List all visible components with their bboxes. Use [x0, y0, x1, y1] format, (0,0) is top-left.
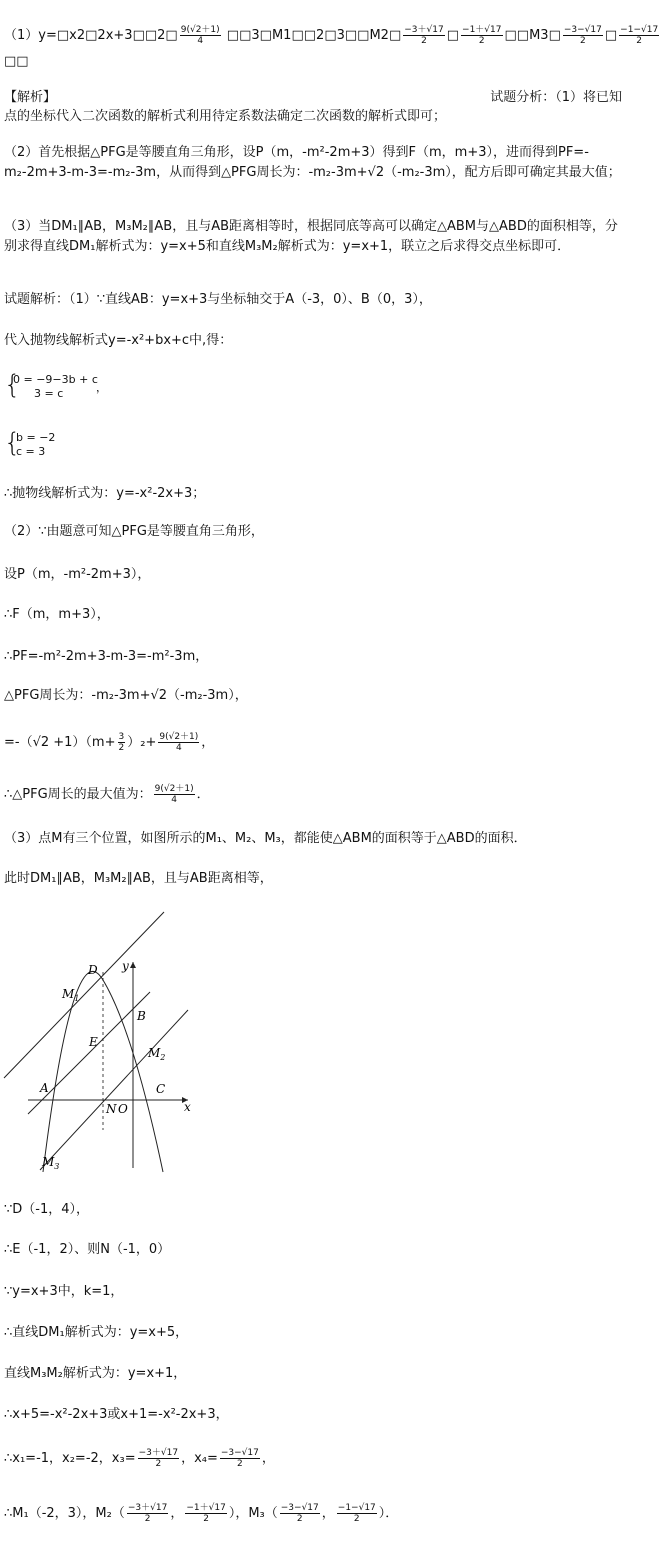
solution-s3: ∴抛物线解析式为：y=-x²-2x+3；	[4, 486, 206, 501]
label-o: O	[118, 1102, 128, 1116]
line-ab	[28, 992, 150, 1114]
answer-term-c: 2	[157, 28, 166, 43]
label-a: A	[40, 1081, 49, 1095]
geometry-figure	[0, 900, 200, 1180]
label-y: y	[122, 959, 129, 973]
line-m3m2	[40, 1010, 188, 1170]
solution-s16: ∴直线DM₁解析式为：y=x+5，	[4, 1325, 189, 1340]
solution-s17: 直线M₃M₂解析式为：y=x+1，	[4, 1366, 187, 1381]
s20-part-a: ∴M₁（-2，3），M₂（	[4, 1506, 125, 1521]
parabola	[43, 971, 166, 1172]
analysis-p1: 点的坐标代入二次函数的解析式利用待定系数法确定二次函数的解析式即可；	[4, 109, 447, 124]
s10-fraction: $\frac{9(√2+1)}{4}$	[154, 784, 194, 805]
system1-tail: ，	[96, 381, 107, 394]
solution-s15: ∵y=x+3中，k=1，	[4, 1284, 124, 1299]
answer-term-a: x2	[69, 28, 86, 43]
solution-s20	[4, 1503, 626, 1524]
s10-part-b: ．	[196, 787, 210, 802]
answer-m2-x: $\frac{-3+√17}{2}$	[404, 25, 444, 46]
s20-fraction-1: $\frac{-3+√17}{2}$	[127, 1503, 168, 1524]
solution-s5: 设P（m，-m²-2m+3），	[4, 567, 151, 582]
y-axis-arrow-icon	[130, 962, 136, 968]
label-m1: $M_1$	[62, 987, 80, 1003]
answer-m2-label: M2	[369, 28, 389, 43]
analysis-right-head: 试题分析：（1）将已知	[490, 90, 622, 105]
solution-s4: （2）∵由题意可知△PFG是等腰直角三角形，	[4, 524, 264, 539]
answer-m3-y: $\frac{-1-√17}{2}$	[620, 25, 659, 46]
equation-system-1: { 0 = −9−3b + c 3 = c ，	[4, 370, 107, 400]
s20-fraction-4: $\frac{-1-√17}{2}$	[337, 1503, 376, 1524]
label-d: D	[88, 963, 98, 977]
answer-m3-x: $\frac{-3-√17}{2}$	[563, 25, 602, 46]
label-n: N	[106, 1102, 117, 1116]
analysis-p3: （3）当DM₁∥AB，M₃M₂∥AB，且与AB距离相等时，根据同底等高可以确定△ABM与△ABD的面积相等，分别求得直线DM₁解析式为：y=x+5和直线M₃M₂解析式为：y=x+1，联立之后求得交点坐标即可．	[4, 219, 618, 254]
solution-s7: ∴PF=-m²-2m+3-m-3=-m²-3m，	[4, 649, 209, 664]
answer-line-2: □□	[4, 54, 29, 69]
s9-part-b: ）₂+	[127, 735, 157, 750]
s19-fraction-2: $\frac{-3-√17}{2}$	[220, 1448, 259, 1469]
figure-svg	[0, 900, 200, 1180]
s20-part-c: ）．	[378, 1506, 399, 1521]
label-b: B	[137, 1009, 146, 1023]
solution-s13: ∵D（-1，4），	[4, 1202, 90, 1217]
s19-part-b: ，x₄=	[181, 1451, 218, 1466]
solution-s10	[4, 784, 626, 805]
answer-m1-label: M1	[271, 28, 292, 43]
answer-term-d: 3	[251, 28, 260, 43]
s20-fraction-3: $\frac{-3-√17}{2}$	[280, 1503, 319, 1524]
answer-m3-label: M3	[529, 28, 549, 43]
analysis-heading: 【解析】	[4, 90, 57, 105]
solution-s9	[4, 732, 626, 753]
solution-s19	[4, 1448, 626, 1469]
system1-row1: 0 = −9−3b + c	[13, 373, 98, 386]
s20-sep-1: ，	[170, 1506, 184, 1521]
s19-part-a: ∴x₁=-1，x₂=-2，x₃=	[4, 1451, 136, 1466]
label-x: x	[184, 1100, 191, 1114]
solution-s14: ∴E（-1，2）、则N（-1，0）	[4, 1242, 171, 1257]
system2-row1: b = −2	[16, 431, 56, 444]
answer-m1-x: 2	[316, 28, 325, 43]
analysis-p2: （2）首先根据△PFG是等腰直角三角形，设P（m，-m²-2m+3）得到F（m，m+3），进而得到PF=-m₂-2m+3-m-3=-m₂-3m，从而得到△PFG周长为：-m₂-3m+√2（-m₂-3m），配方后即可确定其最大值；	[4, 145, 621, 180]
solution-s6: ∴F（m，m+3），	[4, 607, 110, 622]
system2-row2: c = 3	[16, 445, 46, 458]
label-m2: $M_2$	[148, 1046, 166, 1062]
solution-s18: ∴x+5=-x²-2x+3或x+1=-x²-2x+3，	[4, 1407, 229, 1422]
solution-s8: △PFG周长为：-m₂-3m+√2（-m₂-3m），	[4, 688, 248, 703]
label-e: E	[89, 1035, 98, 1049]
s20-fraction-2: $\frac{-1+√17}{2}$	[186, 1503, 226, 1524]
label-c: C	[156, 1082, 166, 1096]
solution-s12: 此时DM₁∥AB，M₃M₂∥AB，且与AB距离相等，	[4, 871, 273, 886]
answer-max-fraction: $\frac{9(√2+1)}{4}$	[180, 25, 220, 46]
answer-prefix: （1）y=	[4, 28, 57, 43]
s19-part-c: ，	[261, 1451, 275, 1466]
line-dm1	[4, 912, 164, 1078]
answer-m2-y: $\frac{-1+√17}{2}$	[462, 25, 502, 46]
s20-sep-2: ，	[321, 1506, 335, 1521]
equation-system-2: { b = −2 c = 3	[4, 428, 56, 458]
label-m3: $M_3$	[42, 1155, 60, 1171]
answer-line-1: （1）y=□x2□2x+3□□2□ $\frac{9(√2+1)}{4}$ □□3□M1□□2□3□□M2□ $\frac{-3+√17}{2}$ □ $\frac{-1+√17}{2}$ □□M3□ $\frac{-3-√17}{2}$ □ $\frac{-1-√17}{2}$	[4, 25, 659, 46]
s9-part-c: ，	[201, 735, 215, 750]
solution-s11: （3）点M有三个位置，如图所示的M₁、M₂、M₃，都能使△ABM的面积等于△ABD的面积．	[4, 831, 527, 846]
s10-part-a: ∴△PFG周长的最大值为：	[4, 787, 152, 802]
s9-part-a: =-（√2 +1）（m+	[4, 735, 116, 750]
solution-s2: 代入抛物线解析式y=-x²+bx+c中,得：	[4, 333, 233, 348]
s19-fraction-1: $\frac{-3+√17}{2}$	[138, 1448, 179, 1469]
answer-m1-y: 3	[336, 28, 345, 43]
s20-part-b: ），M₃（	[228, 1506, 278, 1521]
solution-s1: 试题解析：（1）∵直线AB：y=x+3与坐标轴交于A（-3，0）、B（0，3），	[4, 292, 432, 307]
s9-fraction: $\frac{3}{2}$	[118, 732, 125, 753]
s9-fraction-2: $\frac{9(√2+1)}{4}$	[159, 732, 199, 753]
system1-row2: 3 = c	[34, 387, 64, 400]
answer-term-b: 2x+3	[97, 28, 133, 43]
